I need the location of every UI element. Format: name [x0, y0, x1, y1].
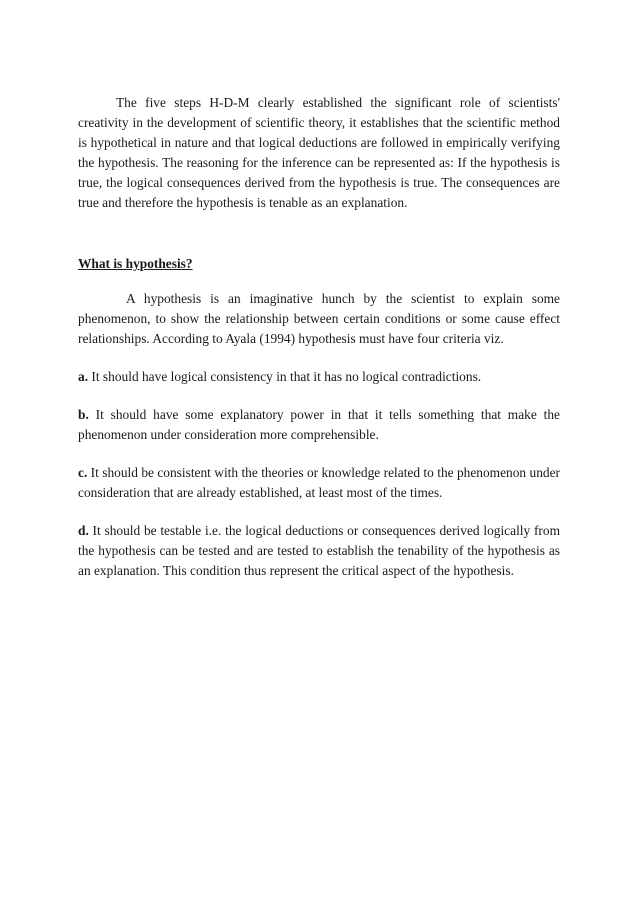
criterion-c-text: It should be consistent with the theories or knowledge related to the phenomenon under consideration that are already established, at least most of the times. — [78, 465, 560, 500]
intro-paragraph: The five steps H-D-M clearly established the significant role of scientists' creativity in the development of scientific theory, it establishes that the scientific method is hypothetical in nature and that logical deductions are followed in empirically verifying the hypothesis. The reasoning for the inference can be represented as: If the hypothesis is true, the logical consequences derived from the hypothesis is true. The consequences are true and therefore the hypothesis is tenable as an explanation. — [78, 95, 560, 210]
section-heading: What is hypothesis? — [78, 256, 193, 271]
criterion-b-text: It should have some explanatory power in that it tells something that make the phenomenon under consideration more comprehensible. — [78, 407, 560, 442]
document-page — [78, 93, 560, 581]
criterion-c-letter: c. — [78, 465, 88, 480]
criterion-a-text: It should have logical consistency in that it has no logical contradictions. — [88, 369, 482, 384]
criterion-d — [78, 521, 560, 581]
criterion-d-letter: d. — [78, 523, 89, 538]
criterion-c — [78, 463, 560, 503]
criterion-b-letter: b. — [78, 407, 89, 422]
criterion-a-letter: a. — [78, 369, 89, 384]
definition-paragraph: A hypothesis is an imaginative hunch by the scientist to explain some phenomenon, to show the relationship between certain conditions or some cause effect relationships. According to Ayala (1994) hypothesis must have four criteria viz. — [78, 291, 560, 346]
criterion-a — [78, 367, 560, 387]
criterion-b — [78, 405, 560, 445]
criterion-d-text: It should be testable i.e. the logical deductions or consequences derived logically from the hypothesis can be tested and are tested to establish the tenability of the hypothesis as an explanation. This condition thus represent the critical aspect of the hypothesis. — [78, 523, 560, 578]
